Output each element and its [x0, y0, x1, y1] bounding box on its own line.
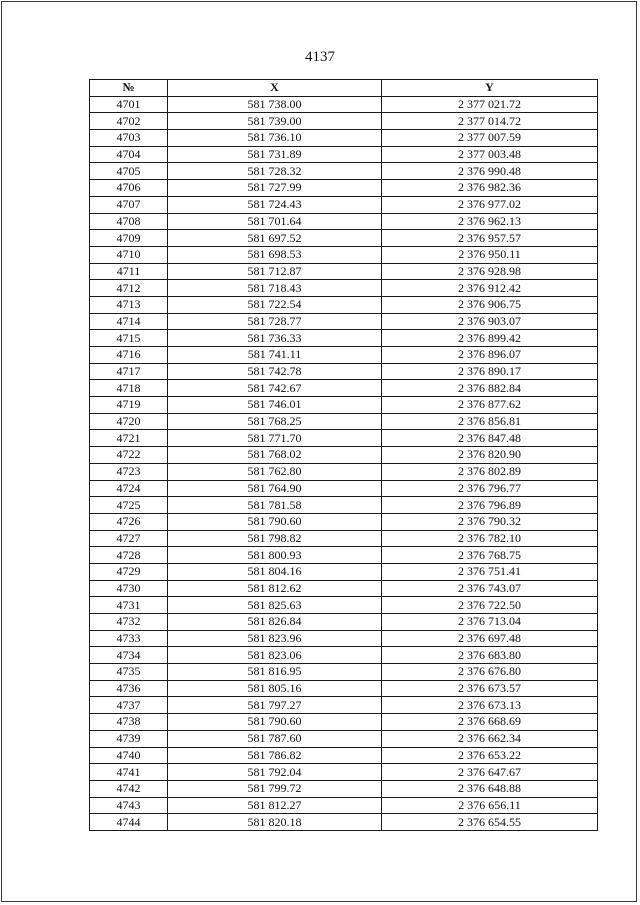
- table-row: [90, 480, 598, 497]
- table-row: [90, 697, 598, 714]
- table-row: [90, 96, 598, 113]
- table-row: [90, 664, 598, 681]
- table-row: [90, 764, 598, 781]
- point-number-cell: 4703: [90, 130, 168, 147]
- point-number-cell: 4725: [90, 497, 168, 514]
- x-coordinate-cell: 581 820.18: [168, 814, 382, 831]
- table-row: [90, 747, 598, 764]
- x-coordinate-cell: 581 799.72: [168, 780, 382, 797]
- table-row: [90, 313, 598, 330]
- y-coordinate-cell: 2 377 003.48: [382, 146, 598, 163]
- y-coordinate-cell: 2 376 962.13: [382, 213, 598, 230]
- x-coordinate-cell: 581 826.84: [168, 614, 382, 631]
- x-coordinate-cell: 581 742.78: [168, 363, 382, 380]
- table-row: [90, 547, 598, 564]
- table-row: [90, 213, 598, 230]
- header-y: Y: [382, 80, 598, 97]
- x-coordinate-cell: 581 697.52: [168, 230, 382, 247]
- point-number-cell: 4727: [90, 530, 168, 547]
- table-body: [90, 96, 598, 830]
- point-number-cell: 4738: [90, 714, 168, 731]
- y-coordinate-cell: 2 376 676.80: [382, 664, 598, 681]
- x-coordinate-cell: 581 698.53: [168, 246, 382, 263]
- x-coordinate-cell: 581 728.77: [168, 313, 382, 330]
- x-coordinate-cell: 581 825.63: [168, 597, 382, 614]
- x-coordinate-cell: 581 786.82: [168, 747, 382, 764]
- x-coordinate-cell: 581 731.89: [168, 146, 382, 163]
- page-number: 4137: [305, 49, 335, 65]
- y-coordinate-cell: 2 376 982.36: [382, 180, 598, 197]
- table-row: [90, 430, 598, 447]
- table-row: [90, 246, 598, 263]
- x-coordinate-cell: 581 804.16: [168, 563, 382, 580]
- point-number-cell: 4706: [90, 180, 168, 197]
- x-coordinate-cell: 581 816.95: [168, 664, 382, 681]
- table-header-row: [90, 80, 598, 97]
- y-coordinate-cell: 2 376 957.57: [382, 230, 598, 247]
- table-row: [90, 413, 598, 430]
- y-coordinate-cell: 2 376 697.48: [382, 630, 598, 647]
- table-row: [90, 530, 598, 547]
- table-row: [90, 146, 598, 163]
- y-coordinate-cell: 2 376 653.22: [382, 747, 598, 764]
- x-coordinate-cell: 581 762.80: [168, 463, 382, 480]
- table-row: [90, 196, 598, 213]
- table-row: [90, 513, 598, 530]
- point-number-cell: 4728: [90, 547, 168, 564]
- x-coordinate-cell: 581 771.70: [168, 430, 382, 447]
- x-coordinate-cell: 581 722.54: [168, 296, 382, 313]
- y-coordinate-cell: 2 376 896.07: [382, 347, 598, 364]
- y-coordinate-cell: 2 376 656.11: [382, 797, 598, 814]
- y-coordinate-cell: 2 377 014.72: [382, 113, 598, 130]
- y-coordinate-cell: 2 376 899.42: [382, 330, 598, 347]
- x-coordinate-cell: 581 764.90: [168, 480, 382, 497]
- point-number-cell: 4742: [90, 780, 168, 797]
- point-number-cell: 4712: [90, 280, 168, 297]
- table-row: [90, 680, 598, 697]
- y-coordinate-cell: 2 376 673.13: [382, 697, 598, 714]
- point-number-cell: 4723: [90, 463, 168, 480]
- point-number-cell: 4724: [90, 480, 168, 497]
- x-coordinate-cell: 581 768.02: [168, 447, 382, 464]
- table-row: [90, 714, 598, 731]
- y-coordinate-cell: 2 376 882.84: [382, 380, 598, 397]
- point-number-cell: 4744: [90, 814, 168, 831]
- table-row: [90, 130, 598, 147]
- y-coordinate-cell: 2 376 796.77: [382, 480, 598, 497]
- table-row: [90, 463, 598, 480]
- table-row: [90, 330, 598, 347]
- table-row: [90, 447, 598, 464]
- point-number-cell: 4729: [90, 563, 168, 580]
- y-coordinate-cell: 2 376 790.32: [382, 513, 598, 530]
- y-coordinate-cell: 2 376 648.88: [382, 780, 598, 797]
- table-row: [90, 263, 598, 280]
- y-coordinate-cell: 2 376 751.41: [382, 563, 598, 580]
- y-coordinate-cell: 2 376 647.67: [382, 764, 598, 781]
- point-number-cell: 4730: [90, 580, 168, 597]
- point-number-cell: 4732: [90, 614, 168, 631]
- table-row: [90, 113, 598, 130]
- table-row: [90, 563, 598, 580]
- point-number-cell: 4708: [90, 213, 168, 230]
- y-coordinate-cell: 2 376 856.81: [382, 413, 598, 430]
- point-number-cell: 4735: [90, 664, 168, 681]
- x-coordinate-cell: 581 790.60: [168, 714, 382, 731]
- point-number-cell: 4736: [90, 680, 168, 697]
- y-coordinate-cell: 2 376 903.07: [382, 313, 598, 330]
- point-number-cell: 4731: [90, 597, 168, 614]
- point-number-cell: 4715: [90, 330, 168, 347]
- point-number-cell: 4743: [90, 797, 168, 814]
- y-coordinate-cell: 2 376 802.89: [382, 463, 598, 480]
- point-number-cell: 4705: [90, 163, 168, 180]
- point-number-cell: 4733: [90, 630, 168, 647]
- table-row: [90, 397, 598, 414]
- table-row: [90, 647, 598, 664]
- point-number-cell: 4711: [90, 263, 168, 280]
- x-coordinate-cell: 581 736.10: [168, 130, 382, 147]
- y-coordinate-cell: 2 376 990.48: [382, 163, 598, 180]
- point-number-cell: 4722: [90, 447, 168, 464]
- table-row: [90, 580, 598, 597]
- x-coordinate-cell: 581 798.82: [168, 530, 382, 547]
- x-coordinate-cell: 581 812.62: [168, 580, 382, 597]
- x-coordinate-cell: 581 790.60: [168, 513, 382, 530]
- x-coordinate-cell: 581 805.16: [168, 680, 382, 697]
- point-number-cell: 4701: [90, 96, 168, 113]
- table-row: [90, 814, 598, 831]
- x-coordinate-cell: 581 727.99: [168, 180, 382, 197]
- x-coordinate-cell: 581 718.43: [168, 280, 382, 297]
- y-coordinate-cell: 2 377 021.72: [382, 96, 598, 113]
- y-coordinate-cell: 2 376 890.17: [382, 363, 598, 380]
- x-coordinate-cell: 581 728.32: [168, 163, 382, 180]
- table-row: [90, 497, 598, 514]
- y-coordinate-cell: 2 376 782.10: [382, 530, 598, 547]
- x-coordinate-cell: 581 746.01: [168, 397, 382, 414]
- x-coordinate-cell: 581 797.27: [168, 697, 382, 714]
- x-coordinate-cell: 581 742.67: [168, 380, 382, 397]
- x-coordinate-cell: 581 738.00: [168, 96, 382, 113]
- x-coordinate-cell: 581 724.43: [168, 196, 382, 213]
- table-row: [90, 614, 598, 631]
- x-coordinate-cell: 581 812.27: [168, 797, 382, 814]
- table-row: [90, 597, 598, 614]
- y-coordinate-cell: 2 376 743.07: [382, 580, 598, 597]
- point-number-cell: 4719: [90, 397, 168, 414]
- point-number-cell: 4710: [90, 246, 168, 263]
- point-number-cell: 4739: [90, 730, 168, 747]
- x-coordinate-cell: 581 701.64: [168, 213, 382, 230]
- y-coordinate-cell: 2 376 673.57: [382, 680, 598, 697]
- table-row: [90, 780, 598, 797]
- y-coordinate-cell: 2 376 912.42: [382, 280, 598, 297]
- y-coordinate-cell: 2 376 950.11: [382, 246, 598, 263]
- table-row: [90, 630, 598, 647]
- y-coordinate-cell: 2 376 820.90: [382, 447, 598, 464]
- y-coordinate-cell: 2 376 928.98: [382, 263, 598, 280]
- point-number-cell: 4704: [90, 146, 168, 163]
- table-row: [90, 296, 598, 313]
- point-number-cell: 4720: [90, 413, 168, 430]
- x-coordinate-cell: 581 823.06: [168, 647, 382, 664]
- coordinates-table: [89, 79, 598, 831]
- y-coordinate-cell: 2 377 007.59: [382, 130, 598, 147]
- table-row: [90, 797, 598, 814]
- header-number: №: [90, 80, 168, 97]
- table-row: [90, 280, 598, 297]
- y-coordinate-cell: 2 376 768.75: [382, 547, 598, 564]
- point-number-cell: 4713: [90, 296, 168, 313]
- point-number-cell: 4709: [90, 230, 168, 247]
- y-coordinate-cell: 2 376 906.75: [382, 296, 598, 313]
- point-number-cell: 4714: [90, 313, 168, 330]
- point-number-cell: 4721: [90, 430, 168, 447]
- point-number-cell: 4740: [90, 747, 168, 764]
- x-coordinate-cell: 581 787.60: [168, 730, 382, 747]
- table-row: [90, 380, 598, 397]
- x-coordinate-cell: 581 739.00: [168, 113, 382, 130]
- header-x: X: [168, 80, 382, 97]
- y-coordinate-cell: 2 376 796.89: [382, 497, 598, 514]
- y-coordinate-cell: 2 376 977.02: [382, 196, 598, 213]
- x-coordinate-cell: 581 792.04: [168, 764, 382, 781]
- table-row: [90, 363, 598, 380]
- point-number-cell: 4717: [90, 363, 168, 380]
- point-number-cell: 4718: [90, 380, 168, 397]
- y-coordinate-cell: 2 376 654.55: [382, 814, 598, 831]
- point-number-cell: 4726: [90, 513, 168, 530]
- table-row: [90, 230, 598, 247]
- y-coordinate-cell: 2 376 713.04: [382, 614, 598, 631]
- x-coordinate-cell: 581 768.25: [168, 413, 382, 430]
- y-coordinate-cell: 2 376 668.69: [382, 714, 598, 731]
- x-coordinate-cell: 581 712.87: [168, 263, 382, 280]
- x-coordinate-cell: 581 741.11: [168, 347, 382, 364]
- table-row: [90, 163, 598, 180]
- table-row: [90, 730, 598, 747]
- y-coordinate-cell: 2 376 877.62: [382, 397, 598, 414]
- table-row: [90, 180, 598, 197]
- point-number-cell: 4734: [90, 647, 168, 664]
- y-coordinate-cell: 2 376 847.48: [382, 430, 598, 447]
- x-coordinate-cell: 581 823.96: [168, 630, 382, 647]
- x-coordinate-cell: 581 736.33: [168, 330, 382, 347]
- table-row: [90, 347, 598, 364]
- y-coordinate-cell: 2 376 722.50: [382, 597, 598, 614]
- point-number-cell: 4741: [90, 764, 168, 781]
- point-number-cell: 4702: [90, 113, 168, 130]
- x-coordinate-cell: 581 781.58: [168, 497, 382, 514]
- point-number-cell: 4707: [90, 196, 168, 213]
- point-number-cell: 4737: [90, 697, 168, 714]
- y-coordinate-cell: 2 376 683.80: [382, 647, 598, 664]
- point-number-cell: 4716: [90, 347, 168, 364]
- y-coordinate-cell: 2 376 662.34: [382, 730, 598, 747]
- x-coordinate-cell: 581 800.93: [168, 547, 382, 564]
